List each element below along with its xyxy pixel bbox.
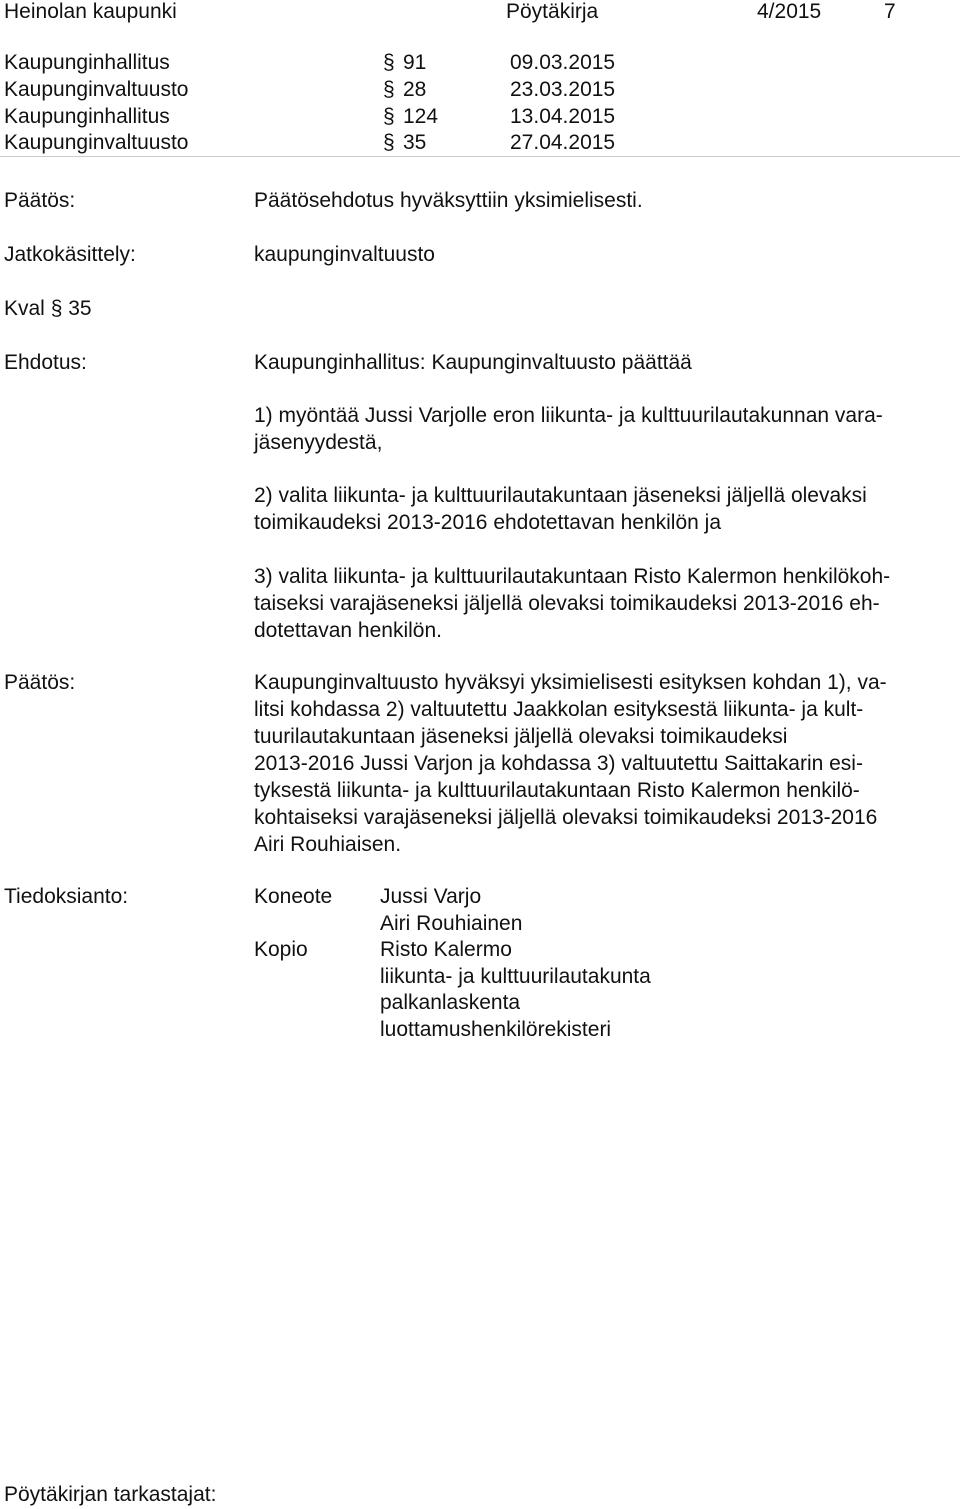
followup-text: kaupunginvaltuusto bbox=[254, 243, 435, 266]
text-line: tyksestä liikunta- ja kulttuurilautakuntaan Risto Kalermon henkilö- bbox=[254, 779, 860, 802]
proposal-intro: Kaupunginhallitus: Kaupunginvaltuusto päättää bbox=[254, 351, 692, 374]
proposal-item-1 bbox=[254, 402, 954, 456]
text-line: 2013-2016 Jussi Varjon ja kohdassa 3) valtuutettu Saittakarin esi- bbox=[254, 752, 863, 775]
recipient: Jussi Varjo bbox=[380, 885, 482, 908]
minutes-checkers-label: Pöytäkirjan tarkastajat: bbox=[4, 1483, 217, 1506]
meeting-date: 27.04.2015 bbox=[510, 131, 616, 154]
section-sign: § bbox=[383, 131, 395, 154]
meeting-date: 09.03.2015 bbox=[510, 51, 616, 74]
text-line: litsi kohdassa 2) valtuutettu Jaakkolan esityksestä liikunta- ja kult- bbox=[254, 698, 864, 721]
meeting-date: 23.03.2015 bbox=[510, 78, 616, 101]
meeting-body: Kaupunginvaltuusto bbox=[4, 131, 189, 154]
text-line: 3) valita liikunta- ja kulttuurilautakuntaan Risto Kalermon henkilökoh- bbox=[254, 565, 891, 588]
text-line: 2) valita liikunta- ja kulttuurilautakuntaan jäseneksi jäljellä olevaksi bbox=[254, 484, 867, 507]
meeting-body: Kaupunginhallitus bbox=[4, 105, 170, 128]
distribution-type: Koneote bbox=[254, 885, 333, 908]
section-sign: § bbox=[50, 297, 63, 320]
kval-number: 35 bbox=[68, 297, 92, 320]
text-line: dotettavan henkilön. bbox=[254, 619, 442, 642]
text-line: Airi Rouhiaisen. bbox=[254, 833, 402, 856]
meeting-section-number: 35 bbox=[403, 131, 427, 154]
proposal-label: Ehdotus: bbox=[4, 351, 87, 374]
text-line: Kaupunginvaltuusto hyväksyi yksimielisesti esityksen kohdan 1), va- bbox=[254, 671, 887, 694]
meeting-body: Kaupunginhallitus bbox=[4, 51, 170, 74]
meeting-section-number: 28 bbox=[403, 78, 427, 101]
recipient: Airi Rouhiainen bbox=[380, 912, 523, 935]
recipient: Risto Kalermo bbox=[380, 938, 512, 961]
kval-label: Kval bbox=[4, 297, 45, 320]
header-divider bbox=[0, 156, 960, 157]
meeting-section-number: 91 bbox=[403, 51, 427, 74]
proposal-item-2 bbox=[254, 482, 954, 536]
meeting-section-number: 124 bbox=[403, 105, 439, 128]
recipient: liikunta- ja kulttuurilautakunta bbox=[380, 965, 651, 988]
section-sign: § bbox=[383, 78, 395, 101]
document-number: 4/2015 bbox=[757, 0, 822, 23]
followup-label: Jatkokäsittely: bbox=[4, 243, 136, 266]
decision-label: Päätös: bbox=[4, 189, 76, 212]
org-name: Heinolan kaupunki bbox=[4, 0, 177, 23]
distribution-type: Kopio bbox=[254, 938, 308, 961]
document-type: Pöytäkirja bbox=[506, 0, 599, 23]
decision-label: Päätös: bbox=[4, 671, 76, 694]
page-number: 7 bbox=[884, 0, 896, 23]
decision-text bbox=[254, 669, 954, 858]
meeting-date: 13.04.2015 bbox=[510, 105, 616, 128]
text-line: tuurilautakuntaan jäseneksi jäljellä olevaksi toimikaudeksi bbox=[254, 725, 788, 748]
section-sign: § bbox=[383, 51, 395, 74]
text-line: kohtaiseksi varajäseneksi jäljellä olevaksi toimikaudeksi 2013-2016 bbox=[254, 806, 878, 829]
text-line: jäsenyydestä, bbox=[254, 431, 383, 454]
text-line: 1) myöntää Jussi Varjolle eron liikunta- ja kulttuurilautakunnan vara- bbox=[254, 404, 883, 427]
section-sign: § bbox=[383, 105, 395, 128]
kval-heading bbox=[4, 295, 92, 322]
meeting-body: Kaupunginvaltuusto bbox=[4, 78, 189, 101]
recipient: luottamushenkilörekisteri bbox=[380, 1018, 612, 1041]
text-line: toimikaudeksi 2013-2016 ehdotettavan henkilön ja bbox=[254, 511, 721, 534]
proposal-item-3 bbox=[254, 563, 954, 644]
text-line: taiseksi varajäseneksi jäljellä olevaksi toimikaudeksi 2013-2016 eh- bbox=[254, 592, 880, 615]
distribution-label: Tiedoksianto: bbox=[4, 885, 129, 908]
recipient: palkanlaskenta bbox=[380, 991, 521, 1014]
decision-text: Päätösehdotus hyväksyttiin yksimielisesti. bbox=[254, 189, 643, 212]
